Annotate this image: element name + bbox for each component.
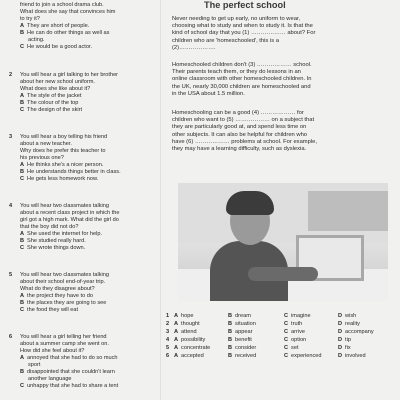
question-text: Why does he prefer this teacher to bbox=[20, 148, 106, 154]
word-row-1: 1 A hope B dream C imagine D wish bbox=[166, 313, 357, 319]
question-number: 6 bbox=[9, 334, 13, 340]
option-c[interactable]: C He would be a good actor. bbox=[20, 44, 93, 50]
question-text: his previous one? bbox=[20, 155, 64, 161]
word-option[interactable]: A concentrate bbox=[174, 345, 211, 352]
question-text: You will hear a girl telling her friend bbox=[20, 334, 107, 340]
word-row-4: 4 A possibility B benefit C option D tip bbox=[166, 337, 351, 344]
question-text: You will hear a boy telling his friend bbox=[20, 134, 108, 140]
question-number: 3 bbox=[9, 134, 13, 140]
option-c[interactable]: C the food they will eat bbox=[20, 307, 79, 313]
article-title: The perfect school bbox=[204, 0, 286, 10]
question-text: about her new school uniform. bbox=[20, 79, 95, 85]
word-row-3: 3 A attend B appear C arrive D accompany bbox=[166, 329, 374, 336]
word-option[interactable]: B dream bbox=[228, 313, 251, 319]
article-column bbox=[162, 0, 400, 400]
questions-column bbox=[0, 0, 162, 400]
word-option[interactable]: C truth bbox=[284, 321, 303, 328]
article-paragraph-2: Homeschooled children don't (3) ……………… school. Their parents teach them, or they do lessons in an online classroom with other homeschooled children. In the UK, nearly 30,000 children are homeschooled and in the USA about 1.5 million. bbox=[172, 62, 312, 97]
option-c[interactable]: C He gets less homework now. bbox=[20, 176, 99, 182]
option-c[interactable]: C The design of the skirt bbox=[20, 107, 83, 113]
column-divider bbox=[160, 0, 161, 400]
word-option[interactable]: A attend bbox=[174, 329, 197, 336]
word-option[interactable]: C option bbox=[284, 337, 307, 344]
word-option[interactable]: D fix bbox=[338, 345, 351, 352]
word-row-2: 2 A thought B situation C truth D reality bbox=[166, 321, 360, 328]
question-text: You will hear two classmates talking bbox=[20, 203, 110, 209]
word-option[interactable]: D involved bbox=[338, 353, 366, 360]
word-option[interactable]: B received bbox=[228, 353, 257, 360]
question-text: You will hear two classmates talking bbox=[20, 272, 110, 278]
question-text: about their school end-of-year trip. bbox=[20, 279, 106, 285]
question-number: 5 bbox=[9, 272, 13, 278]
word-option[interactable]: C experienced bbox=[284, 353, 322, 360]
word-option[interactable]: A hope bbox=[174, 313, 194, 319]
word-option[interactable]: B benefit bbox=[228, 337, 252, 344]
word-option[interactable]: A accepted bbox=[174, 353, 204, 360]
question-text: about a recent class project in which the bbox=[20, 210, 120, 216]
word-option[interactable]: C set bbox=[284, 345, 299, 352]
option-a[interactable]: A The style of the jacket bbox=[20, 93, 82, 99]
question-1-continued bbox=[20, 2, 160, 51]
question-text: How did she feel about it? bbox=[20, 348, 85, 354]
word-option[interactable]: B situation bbox=[228, 321, 256, 328]
word-option[interactable]: D accompany bbox=[338, 329, 374, 336]
question-text: friend to join a school drama club. bbox=[20, 2, 104, 8]
question-text: about a new teacher. bbox=[20, 141, 72, 147]
word-option[interactable]: D tip bbox=[338, 337, 351, 344]
article-paragraph-1: Never needing to get up early, no uniform to wear, choosing what to study and when to study it. Is that the kind of school day that you (1) ……………… about? For children who are 'homeschooled', this is a (2)………………. bbox=[172, 16, 316, 51]
word-options-table bbox=[162, 312, 400, 361]
word-row-5: 5 A concentrate B consider C set D fix bbox=[166, 345, 351, 352]
question-text: that the boy did not do? bbox=[20, 224, 79, 230]
option-c[interactable]: C She wrote things down. bbox=[20, 245, 86, 251]
word-option[interactable]: B consider bbox=[228, 345, 257, 352]
word-option[interactable]: C arrive bbox=[284, 329, 306, 336]
word-option[interactable]: D wish bbox=[338, 313, 357, 319]
option-b[interactable]: B The colour of the top bbox=[20, 100, 79, 106]
word-option[interactable]: D reality bbox=[338, 321, 360, 328]
student-photo bbox=[178, 183, 388, 301]
question-text: What does she like about it? bbox=[20, 86, 91, 92]
option-c[interactable]: C unhappy that she had to share a tent bbox=[20, 383, 119, 389]
word-row-6: 6 A accepted B received C experienced D involved bbox=[166, 353, 366, 360]
question-number: 4 bbox=[9, 203, 13, 209]
word-option[interactable]: B appear bbox=[228, 329, 253, 336]
question-text: What does she say that convinces him bbox=[20, 9, 116, 15]
option-b[interactable]: B He can do other things as well as acting. bbox=[20, 30, 110, 43]
question-text: about a summer camp she went on. bbox=[20, 341, 109, 347]
option-a[interactable]: A They are short of people. bbox=[20, 23, 90, 29]
word-option[interactable]: A possibility bbox=[174, 337, 206, 344]
option-a[interactable]: A annoyed that she had to do so much sport bbox=[20, 355, 118, 368]
option-a[interactable]: A She used the internet for help. bbox=[20, 231, 102, 237]
option-b[interactable]: B the places they are going to see bbox=[20, 300, 107, 306]
article-paragraph-3: Homeschooling can be a good (4) ……………… for children who want to (5) ……………… on a subject that they are particularly good at, and spend less time on other subjects. It can also be helpful for children who have (6) ……………… problems at school. For example, they may have a learning difficulty, such as dyslexia. bbox=[172, 110, 317, 153]
option-b[interactable]: B He understands things better in class. bbox=[20, 169, 121, 175]
word-option[interactable]: A thought bbox=[174, 321, 200, 328]
question-text: girl got a high mark. What did the girl do bbox=[20, 217, 119, 223]
option-b[interactable]: B She studied really hard. bbox=[20, 238, 86, 244]
option-a[interactable]: A He thinks she's a nicer person. bbox=[20, 162, 104, 168]
word-option[interactable]: C imagine bbox=[284, 313, 311, 319]
option-b[interactable]: B disappointed that she couldn't learn another language bbox=[20, 369, 115, 382]
question-text: to try it? bbox=[20, 16, 40, 22]
question-number: 2 bbox=[9, 72, 13, 78]
question-text: You will hear a girl talking to her brother bbox=[20, 72, 119, 78]
option-a[interactable]: A the project they have to do bbox=[20, 293, 93, 299]
question-text: What do they disagree about? bbox=[20, 286, 95, 292]
